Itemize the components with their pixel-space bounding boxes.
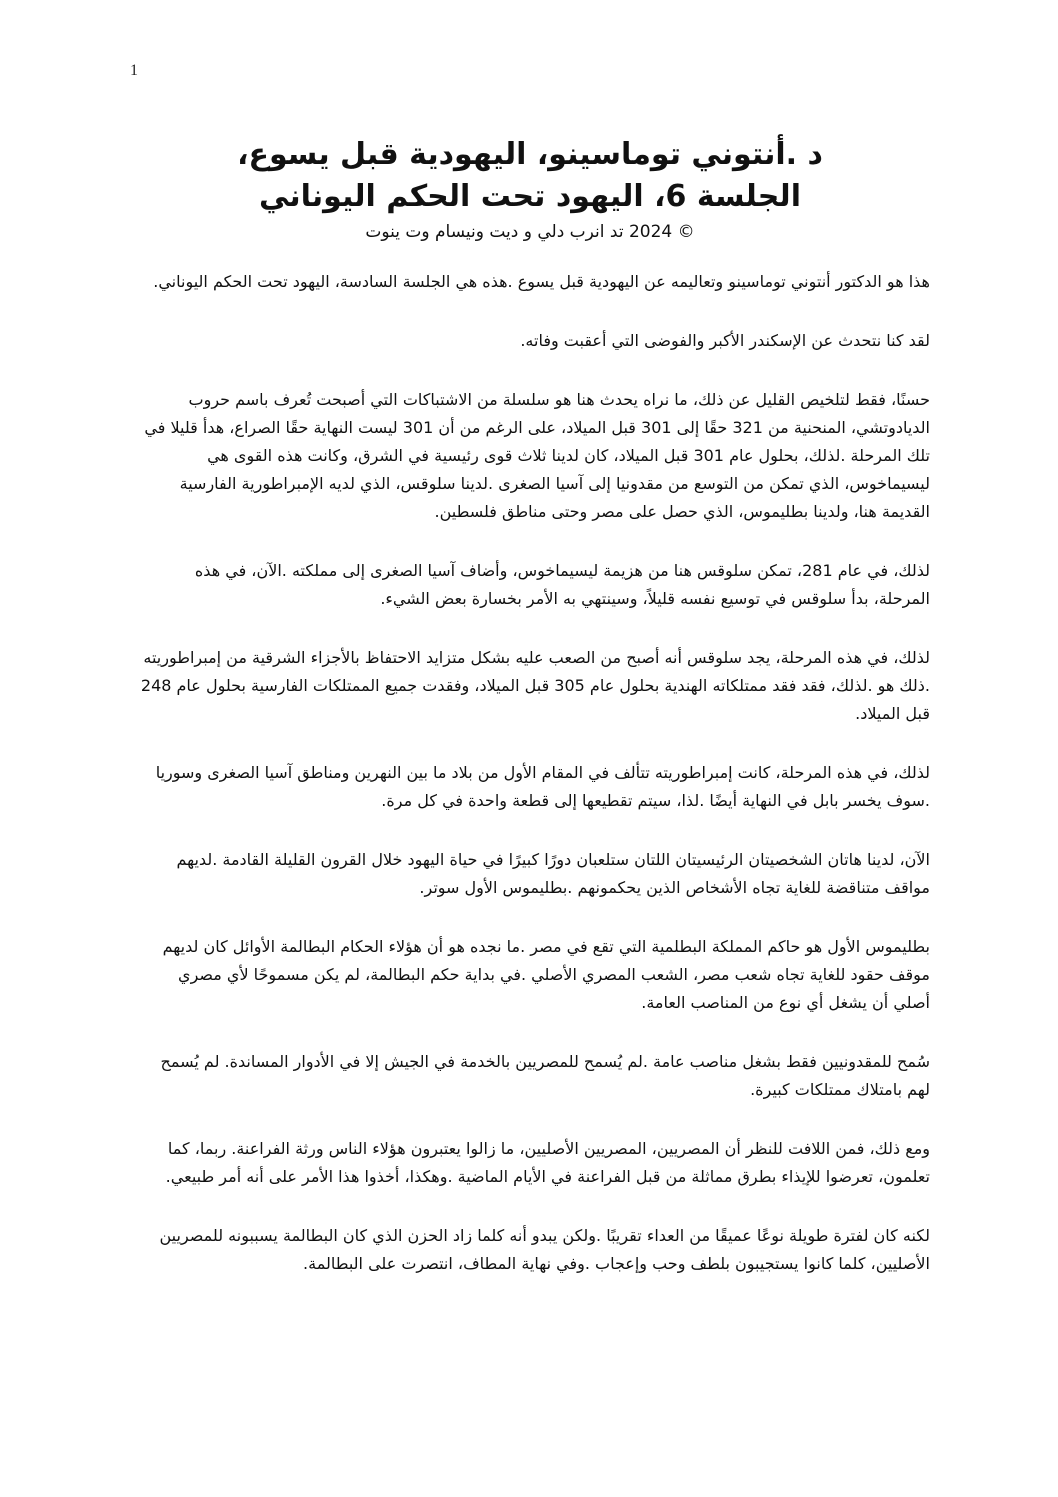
- paragraph: لذلك، في عام 281، تمكن سلوقس هنا من هزيمة ليسيماخوس، وأضاف آسيا الصغرى إلى مملكته .الآن، في هذه المرحلة، بدأ سلوقس في توسيع نفسه قليلاً، وسينتهي به الأمر بخسارة بعض الشيء.: [194, 561, 930, 608]
- paragraph: لقد كنا نتحدث عن الإسكندر الأكبر والفوضى التي أعقبت وفاته.: [520, 331, 930, 350]
- paragraph: هذا هو الدكتور أنتوني توماسينو وتعاليمه عن اليهودية قبل يسوع .هذه هي الجلسة السادسة، اليهود تحت الحكم اليوناني.: [153, 272, 930, 291]
- paragraph: الآن، لدينا هاتان الشخصيتان الرئيسيتان اللتان ستلعبان دورًا كبيرًا في حياة اليهود خلال القرون القليلة القادمة .لديهم مواقف متناقضة للغاية تجاه الأشخاص الذين يحكمونهم .بطليموس الأول سوتر.: [176, 850, 930, 897]
- document-header: [130, 134, 930, 244]
- paragraph: لذلك، في هذه المرحلة، يجد سلوقس أنه أصبح من الصعب عليه بشكل متزايد الاحتفاظ بالأجزاء الشرقية من إمبراطوريته .ذلك هو .لذلك، فقد فقد ممتلكاته الهندية بحلول عام 305 قبل الميلاد، وفقدت جميع الممتلكات الفارسية بحلول عام 248 قبل الميلاد.: [140, 648, 930, 723]
- paragraph: سُمح للمقدونيين فقط بشغل مناصب عامة .لم يُسمح للمصريين بالخدمة في الجيش إلا في الأدوار المساندة. لم يُسمح لهم بامتلاك ممتلكات كبيرة.: [160, 1052, 930, 1099]
- copyright-notice: © 2024 تد انرب دلي و ديت ونيسام وت ينوت: [365, 222, 695, 242]
- paragraph: ومع ذلك، فمن اللافت للنظر أن المصريين، المصريين الأصليين، ما زالوا يعتبرون هؤلاء الناس ورثة الفراعنة. ربما، كما تعلمون، تعرضوا للإيذاء بطرق مماثلة من قبل الفراعنة في الأيام الماضية .وهكذا، أخذوا هذا الأمر على أنه أمر طبيعي.: [165, 1139, 930, 1186]
- document-title: د .أنتوني توماسينو، اليهودية قبل يسوع،: [237, 137, 823, 172]
- document-subtitle: الجلسة 6، اليهود تحت الحكم اليوناني: [259, 179, 801, 214]
- paragraph: لذلك، في هذه المرحلة، كانت إمبراطوريته تتألف في المقام الأول من بلاد ما بين النهرين ومناطق آسيا الصغرى وسوريا .سوف يخسر بابل في النهاية أيضًا .لذا، سيتم تقطيعها إلى قطعة واحدة في كل مرة.: [155, 763, 930, 810]
- page-number: 1: [130, 62, 138, 79]
- document-body: [140, 268, 930, 1309]
- paragraph: لكنه كان لفترة طويلة نوعًا عميقًا من العداء تقريبًا .ولكن يبدو أنه كلما زاد الحزن الذي كان البطالمة يسببونه للمصريين الأصليين، كلما كانوا يستجيبون بلطف وحب وإعجاب .وفي نهاية المطاف، انتصرت على البطالمة.: [159, 1226, 930, 1273]
- paragraph: حسنًا، فقط لتلخيص القليل عن ذلك، ما نراه يحدث هنا هو سلسلة من الاشتباكات التي أصبحت تُعرف باسم حروب الديادوتشي، المنحنية من 321 حقًا إلى 301 قبل الميلاد، على الرغم من أن 301 ليست النهاية حقًا الصراع، هدأ قليلا في تلك المرحلة .لذلك، بحلول عام 301 قبل الميلاد، كان لدينا ثلاث قوى رئيسية في الشرق، وكانت هذه القوى هي ليسيماخوس، الذي تمكن من التوسع من مقدونيا إلى آسيا الصغرى .لدينا سلوقس، الذي لديه الإمبراطورية الفارسية القديمة هنا، ولدينا بطليموس، الذي حصل على مصر وحتى مناطق فلسطين.: [144, 390, 930, 521]
- paragraph: بطليموس الأول هو حاكم المملكة البطلمية التي تقع في مصر .ما نجده هو أن هؤلاء الحكام البطالمة الأوائل كان لديهم موقف حقود للغاية تجاه شعب مصر، الشعب المصري الأصلي .في بداية حكم البطالمة، لم يكن مسموحًا لأي مصري أصلي أن يشغل أي نوع من المناصب العامة.: [162, 937, 930, 1012]
